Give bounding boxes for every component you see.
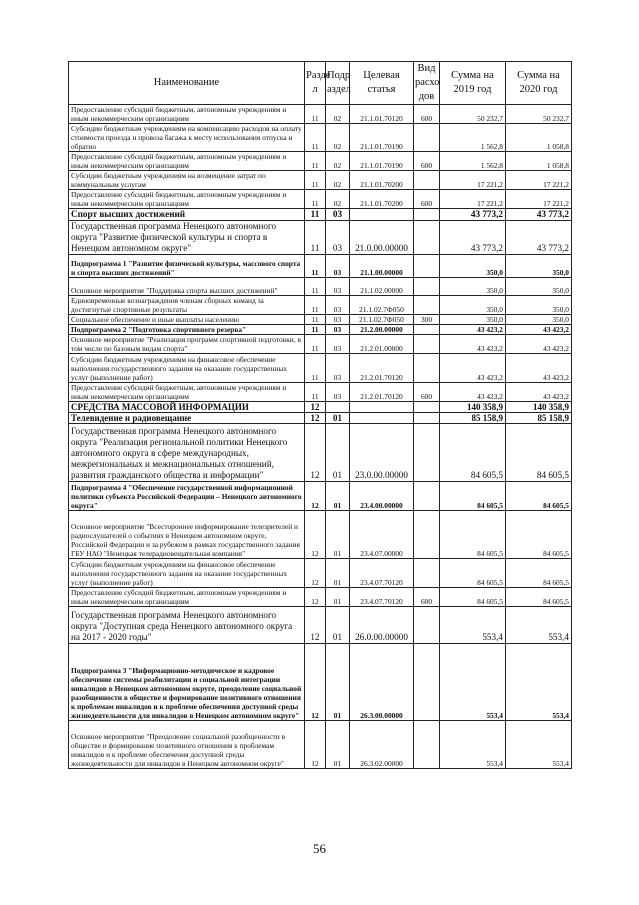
row-podrazdel: 03	[326, 315, 350, 325]
table-row	[69, 278, 572, 296]
row-podrazdel: 01	[326, 559, 350, 588]
row-razdel: 11	[305, 124, 326, 152]
row-sum-2019: 350,0	[440, 255, 506, 278]
row-sum-2019: 350,0	[440, 315, 506, 325]
row-sum-2019: 1 562,8	[440, 152, 506, 171]
row-razdel: 11	[305, 255, 326, 278]
row-target-article: 21.1.01.70190	[350, 124, 414, 152]
row-name: СРЕДСТВА МАССОВОЙ ИНФОРМАЦИИ	[69, 402, 305, 413]
row-razdel: 12	[305, 607, 326, 644]
row-sum-2019: 84 605,5	[440, 559, 506, 588]
table-row	[69, 124, 572, 152]
row-sum-2019: 84 605,5	[440, 424, 506, 482]
table-row	[69, 221, 572, 255]
table-row	[69, 511, 572, 559]
table-row	[69, 315, 572, 325]
row-expense-type	[414, 511, 440, 559]
row-name: Государственная программа Ненецкого автономного округа "Доступная среда Ненецкого автономного округа на 2017 - 2020 годы"	[69, 607, 305, 644]
table-row	[69, 105, 572, 124]
table-row	[69, 209, 572, 221]
row-podrazdel: 03	[326, 278, 350, 296]
row-name: Основное мероприятие "Реализация программ спортивной подготовки, в том числе по базовым видам спорта"	[69, 335, 305, 354]
row-target-article: 23.4.00.00000	[350, 482, 414, 511]
page-number: 56	[313, 841, 326, 856]
row-name: Предоставление субсидий бюджетным, автономным учреждениям и иным некоммерческим организациям	[69, 383, 305, 402]
row-sum-2020: 43 423,2	[506, 325, 572, 335]
row-sum-2020: 43 423,2	[506, 335, 572, 354]
row-sum-2020: 17 221,2	[506, 190, 572, 209]
row-expense-type: 600	[414, 152, 440, 171]
row-razdel: 12	[305, 559, 326, 588]
row-expense-type	[414, 255, 440, 278]
row-expense-type	[414, 482, 440, 511]
row-target-article: 21.1.00.00000	[350, 255, 414, 278]
row-expense-type	[414, 325, 440, 335]
row-podrazdel: 02	[326, 190, 350, 209]
row-podrazdel: 01	[326, 413, 350, 424]
row-sum-2019: 350,0	[440, 296, 506, 315]
row-expense-type	[414, 335, 440, 354]
row-name: Субсидии бюджетным учреждениям на компенсацию расходов на оплату стоимости проезда и провоза багажа к месту использования отпуска и обратно	[69, 124, 305, 152]
row-target-article: 21.1.01.70120	[350, 105, 414, 124]
row-target-article: 21.1.02.7Ф050	[350, 315, 414, 325]
row-podrazdel: 03	[326, 383, 350, 402]
row-expense-type	[414, 413, 440, 424]
row-podrazdel: 02	[326, 152, 350, 171]
row-podrazdel: 02	[326, 105, 350, 124]
row-sum-2020: 43 773,2	[506, 221, 572, 255]
header-razdel: Разде л	[305, 62, 326, 105]
row-razdel: 12	[305, 588, 326, 607]
row-podrazdel: 03	[326, 335, 350, 354]
row-target-article: 21.1.01.70200	[350, 171, 414, 190]
row-expense-type	[414, 644, 440, 721]
row-expense-type	[414, 296, 440, 315]
table-row	[69, 335, 572, 354]
row-razdel: 11	[305, 209, 326, 221]
table-row	[69, 171, 572, 190]
row-sum-2020: 350,0	[506, 315, 572, 325]
row-sum-2020: 85 158,9	[506, 413, 572, 424]
row-name: Основное мероприятие "Преодоление социальной разобщенности в обществе и формирование позитивного отношения к проблемам инвалидов и к проблеме обеспечения доступной среды жизнедеятельности для инвалидов в Ненецком автономном округе"	[69, 721, 305, 769]
row-target-article	[350, 413, 414, 424]
row-podrazdel: 01	[326, 588, 350, 607]
row-target-article: 21.2.00.00000	[350, 325, 414, 335]
row-sum-2020: 553,4	[506, 721, 572, 769]
row-target-article: 26.3.02.00000	[350, 721, 414, 769]
row-target-article: 21.2.01.70120	[350, 354, 414, 383]
row-name: Подпрограмма 2 "Подготовка спортивного резерва"	[69, 325, 305, 335]
row-name: Предоставление субсидий бюджетным, автономным учреждениям и иным некоммерческим организациям	[69, 105, 305, 124]
header-name: Наименование	[69, 62, 305, 105]
header-sum-2019: Сумма на 2019 год	[440, 62, 506, 105]
row-expense-type	[414, 278, 440, 296]
row-razdel: 12	[305, 511, 326, 559]
row-expense-type: 300	[414, 315, 440, 325]
row-expense-type	[414, 209, 440, 221]
row-podrazdel: 03	[326, 255, 350, 278]
row-expense-type: 600	[414, 105, 440, 124]
row-razdel: 11	[305, 171, 326, 190]
row-razdel: 11	[305, 325, 326, 335]
table-row	[69, 325, 572, 335]
row-razdel: 12	[305, 482, 326, 511]
table-row	[69, 190, 572, 209]
header-sum-2020: Сумма на 2020 год	[506, 62, 572, 105]
row-sum-2020: 84 605,5	[506, 559, 572, 588]
row-expense-type	[414, 424, 440, 482]
row-razdel: 12	[305, 424, 326, 482]
row-podrazdel: 01	[326, 644, 350, 721]
row-sum-2020: 553,4	[506, 644, 572, 721]
row-target-article: 23.4.07.00000	[350, 511, 414, 559]
row-name: Спорт высших достижений	[69, 209, 305, 221]
table-row	[69, 588, 572, 607]
row-sum-2019: 140 358,9	[440, 402, 506, 413]
row-target-article: 21.2.01.70120	[350, 383, 414, 402]
row-podrazdel: 03	[326, 325, 350, 335]
row-sum-2020: 84 605,5	[506, 424, 572, 482]
row-name: Предоставление субсидий бюджетным, автономным учреждениям и иным некоммерческим организациям	[69, 152, 305, 171]
row-sum-2019: 1 562,8	[440, 124, 506, 152]
row-name: Основное мероприятие "Поддержка спорта высших достижений"	[69, 278, 305, 296]
row-target-article	[350, 402, 414, 413]
row-sum-2020: 17 221,2	[506, 171, 572, 190]
row-expense-type	[414, 402, 440, 413]
row-sum-2019: 17 221,2	[440, 171, 506, 190]
row-sum-2019: 17 221,2	[440, 190, 506, 209]
row-target-article: 21.2.01.00000	[350, 335, 414, 354]
row-name: Субсидии бюджетным учреждениям на финансовое обеспечение выполнения государственного задания на оказание государственных услуг (выполнение работ)	[69, 354, 305, 383]
row-podrazdel: 03	[326, 209, 350, 221]
header-target-article: Целевая статья	[350, 62, 414, 105]
row-razdel: 11	[305, 354, 326, 383]
row-podrazdel: 03	[326, 354, 350, 383]
row-sum-2019: 553,4	[440, 607, 506, 644]
header-expense-type: Вид расхо дов	[414, 62, 440, 105]
row-expense-type: 600	[414, 383, 440, 402]
row-podrazdel: 02	[326, 171, 350, 190]
row-podrazdel	[326, 402, 350, 413]
row-razdel: 12	[305, 644, 326, 721]
row-target-article: 21.1.02.00000	[350, 278, 414, 296]
row-name: Подпрограмма 1 "Развитие физической культуры, массового спорта и спорта высших достижений"	[69, 255, 305, 278]
row-name: Субсидии бюджетным учреждениям на возмещение затрат по коммунальным услугам	[69, 171, 305, 190]
row-razdel: 11	[305, 315, 326, 325]
row-target-article: 21.1.02.7Ф050	[350, 296, 414, 315]
row-sum-2020: 553,4	[506, 607, 572, 644]
row-name: Подпрограмма 4 "Обеспечение государственной информационной политики субъекта Российской Федерации – Ненецкого автономного округа"	[69, 482, 305, 511]
row-expense-type	[414, 354, 440, 383]
row-name: Телевидение и радиовещание	[69, 413, 305, 424]
row-name: Основное мероприятие "Всестороннее информирование телезрителей и радиослушателей о событиях в Ненецком автономном округе, Российской Федерации и за рубежом в рамках государственного задания ГБУ НАО "Ненецкая телерадиовещательная компания"	[69, 511, 305, 559]
row-target-article	[350, 209, 414, 221]
row-expense-type: 600	[414, 190, 440, 209]
row-name: Государственная программа Ненецкого автономного округа "Развитие физической культуры и спорта в Ненецком автономном округе"	[69, 221, 305, 255]
table-header-row	[69, 62, 572, 105]
table-row	[69, 152, 572, 171]
table-row	[69, 559, 572, 588]
row-razdel: 12	[305, 413, 326, 424]
row-podrazdel: 01	[326, 511, 350, 559]
table-row	[69, 644, 572, 721]
table-row	[69, 354, 572, 383]
row-target-article: 23.4.07.70120	[350, 559, 414, 588]
row-sum-2019: 43 773,2	[440, 221, 506, 255]
row-name: Социальное обеспечение и иные выплаты населению	[69, 315, 305, 325]
row-razdel: 11	[305, 105, 326, 124]
row-podrazdel: 01	[326, 482, 350, 511]
row-podrazdel: 03	[326, 221, 350, 255]
row-razdel: 11	[305, 152, 326, 171]
row-expense-type	[414, 171, 440, 190]
row-expense-type	[414, 124, 440, 152]
budget-table	[68, 61, 572, 769]
row-target-article: 23.0.00.00000	[350, 424, 414, 482]
row-sum-2019: 50 232,7	[440, 105, 506, 124]
table-row	[69, 424, 572, 482]
row-razdel: 11	[305, 278, 326, 296]
row-sum-2019: 43 423,2	[440, 325, 506, 335]
row-sum-2019: 84 605,5	[440, 482, 506, 511]
row-sum-2019: 43 423,2	[440, 383, 506, 402]
row-target-article: 21.1.01.70190	[350, 152, 414, 171]
row-podrazdel: 01	[326, 607, 350, 644]
row-sum-2019: 85 158,9	[440, 413, 506, 424]
table-row	[69, 402, 572, 413]
row-razdel: 11	[305, 221, 326, 255]
row-sum-2019: 43 423,2	[440, 335, 506, 354]
row-sum-2020: 1 058,8	[506, 152, 572, 171]
row-sum-2020: 43 423,2	[506, 383, 572, 402]
row-razdel: 11	[305, 190, 326, 209]
table-row	[69, 255, 572, 278]
row-razdel: 11	[305, 335, 326, 354]
row-expense-type	[414, 607, 440, 644]
row-target-article: 23.4.07.70120	[350, 588, 414, 607]
header-podrazdel: Подр аздел	[326, 62, 350, 105]
row-sum-2020: 350,0	[506, 296, 572, 315]
row-sum-2020: 43 773,2	[506, 209, 572, 221]
table-row	[69, 721, 572, 769]
row-target-article: 21.0.00.00000	[350, 221, 414, 255]
row-podrazdel: 01	[326, 424, 350, 482]
row-sum-2019: 43 423,2	[440, 354, 506, 383]
row-target-article: 21.1.01.70200	[350, 190, 414, 209]
row-razdel: 11	[305, 296, 326, 315]
row-sum-2020: 84 605,5	[506, 511, 572, 559]
row-razdel: 11	[305, 383, 326, 402]
row-sum-2020: 350,0	[506, 278, 572, 296]
row-expense-type	[414, 559, 440, 588]
row-name: Субсидии бюджетным учреждениям на финансовое обеспечение выполнения государственного задания на оказание государственных услуг (выполнение работ)	[69, 559, 305, 588]
row-name: Предоставление субсидий бюджетным, автономным учреждениям и иным некоммерческим организациям	[69, 190, 305, 209]
row-name: Единовременные вознаграждения членам сборных команд за достигнутые спортивные результаты	[69, 296, 305, 315]
table-row	[69, 413, 572, 424]
row-sum-2020: 1 058,8	[506, 124, 572, 152]
table-row	[69, 607, 572, 644]
row-razdel: 12	[305, 721, 326, 769]
table-row	[69, 383, 572, 402]
row-sum-2019: 84 605,5	[440, 511, 506, 559]
row-razdel: 12	[305, 402, 326, 413]
row-name: Предоставление субсидий бюджетным, автономным учреждениям и иным некоммерческим организациям	[69, 588, 305, 607]
row-name: Государственная программа Ненецкого автономного округа "Реализация региональной политики Ненецкого автономного округа в сфере международных, межрегиональных и межнациональных отношений, развития гражданского общества и информации"	[69, 424, 305, 482]
row-podrazdel: 03	[326, 296, 350, 315]
row-sum-2020: 84 605,5	[506, 588, 572, 607]
row-sum-2019: 350,0	[440, 278, 506, 296]
row-sum-2020: 43 423,2	[506, 354, 572, 383]
row-sum-2019: 553,4	[440, 721, 506, 769]
table-row	[69, 296, 572, 315]
row-podrazdel: 01	[326, 721, 350, 769]
row-expense-type: 600	[414, 588, 440, 607]
row-sum-2020: 50 232,7	[506, 105, 572, 124]
row-name: Подпрограмма 3 "Информационно-методическое и кадровое обеспечение системы реабилитации и социальной интеграции инвалидов в Ненецком автономном округе, преодоление социальной разобщенности в обществе и формирование позитивного отношения к проблемам инвалидов и к проблеме обеспечения доступной среды жизнедеятельности для инвалидов в Ненецком автономном округе"	[69, 644, 305, 721]
row-sum-2020: 350,0	[506, 255, 572, 278]
row-expense-type	[414, 721, 440, 769]
row-target-article: 26.0.00.00000	[350, 607, 414, 644]
row-target-article: 26.3.00.00000	[350, 644, 414, 721]
row-sum-2020: 140 358,9	[506, 402, 572, 413]
row-podrazdel: 02	[326, 124, 350, 152]
row-expense-type	[414, 221, 440, 255]
table-row	[69, 482, 572, 511]
row-sum-2019: 43 773,2	[440, 209, 506, 221]
row-sum-2019: 553,4	[440, 644, 506, 721]
row-sum-2019: 84 605,5	[440, 588, 506, 607]
row-sum-2020: 84 605,5	[506, 482, 572, 511]
